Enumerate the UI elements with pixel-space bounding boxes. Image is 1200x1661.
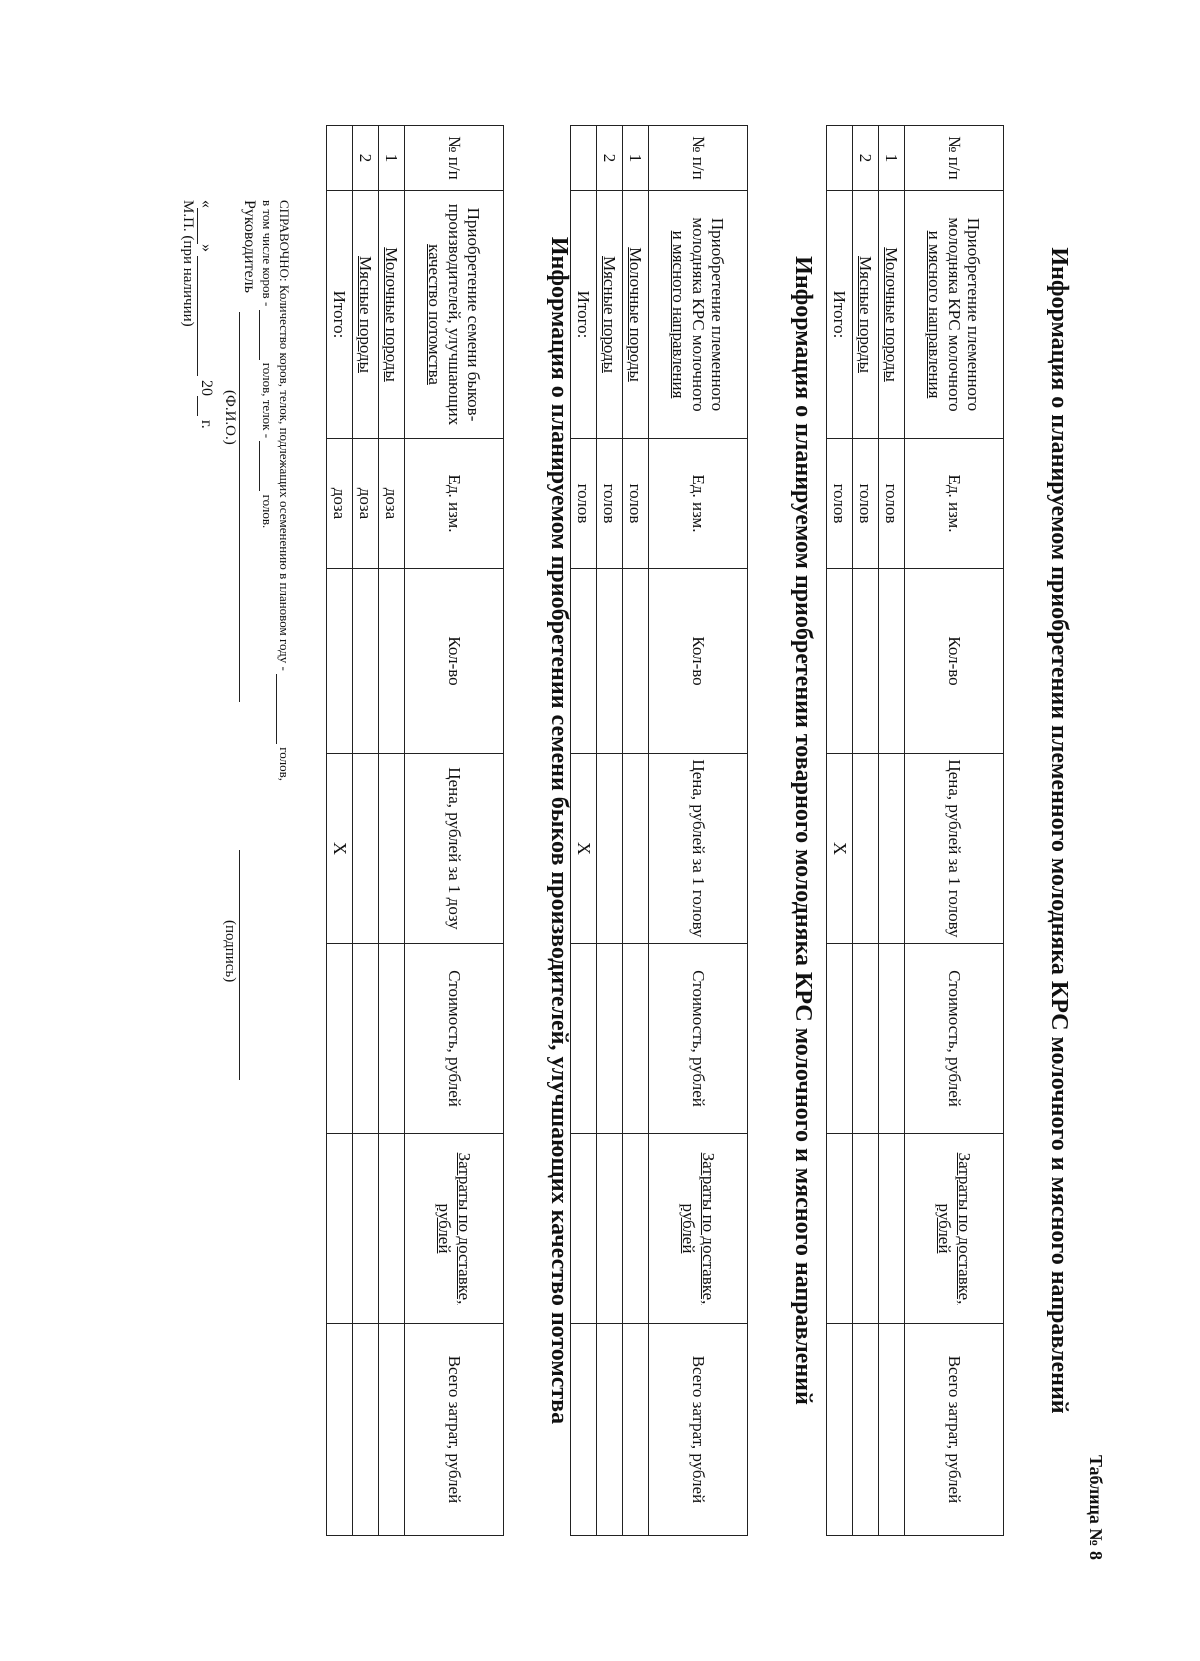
row-qty: [623, 569, 649, 754]
note-text: голов, телок -: [260, 362, 275, 439]
signature-caption: (подпись): [222, 920, 238, 983]
header-desc-line: и мясного направления: [925, 230, 945, 399]
header-price: Цена, рублей за 1 дозу: [405, 754, 504, 944]
blank-line: [259, 310, 273, 360]
row-price: [853, 754, 879, 944]
date-text: »: [198, 244, 215, 252]
blank-line: [197, 208, 214, 244]
row-total: [853, 1324, 879, 1536]
row-unit: голов: [853, 439, 879, 569]
date-text: «: [198, 200, 215, 208]
row-price: X: [827, 754, 853, 944]
header-unit: Ед. изм.: [405, 439, 504, 569]
row-qty: [571, 569, 597, 754]
row-unit: голов: [879, 439, 905, 569]
header-desc-line: производителей, улучшающих: [444, 203, 464, 426]
row-cost: [623, 944, 649, 1134]
row-unit: голов: [597, 439, 623, 569]
row-price: [597, 754, 623, 944]
row-qty: [597, 569, 623, 754]
row-total: [827, 1324, 853, 1536]
row-num: [571, 126, 597, 191]
row-num: 2: [853, 126, 879, 191]
header-qty: Кол-во: [405, 569, 504, 754]
table-header-row: [649, 126, 748, 1536]
note-text: в том числе коров -: [260, 200, 275, 307]
row-unit: доза: [379, 439, 405, 569]
row-cost: [879, 944, 905, 1134]
row-price: [879, 754, 905, 944]
table-row: [379, 126, 405, 1536]
row-total: [571, 1324, 597, 1536]
row-cost: [853, 944, 879, 1134]
section-1-table: [826, 125, 1004, 1536]
header-num: № п/п: [649, 126, 748, 191]
row-delivery: [853, 1134, 879, 1324]
blank-line: [276, 674, 290, 744]
row-unit: голов: [827, 439, 853, 569]
row-price: [623, 754, 649, 944]
row-num: 2: [597, 126, 623, 191]
row-unit: доза: [327, 439, 353, 569]
row-qty: [827, 569, 853, 754]
row-qty: [353, 569, 379, 754]
row-cost: [353, 944, 379, 1134]
date-text: г.: [198, 420, 215, 429]
row-name: Итого:: [571, 191, 597, 439]
date-field: [197, 200, 215, 429]
section-2-title: Информация о планируемом приобретении товарного молодняка КРС молочного и мясного направлений: [790, 256, 816, 1405]
table-row-total: [827, 126, 853, 1536]
blank-line: [259, 441, 273, 491]
header-desc-line: Приобретение племенного: [708, 217, 728, 412]
header-desc-line: и мясного направления: [669, 230, 689, 399]
table-number: Таблица № 8: [1086, 1454, 1106, 1560]
table-row: [353, 126, 379, 1536]
head-label: Руководитель: [241, 200, 258, 293]
header-desc-line: Приобретение племенного: [964, 217, 984, 412]
section-3-table: [326, 125, 504, 1536]
row-name: Итого:: [827, 191, 853, 439]
header-delivery-text: Затраты по доставке, рублей: [435, 1152, 474, 1305]
note-text: голов.: [260, 494, 275, 529]
header-desc-line: качество потомства: [425, 244, 445, 385]
row-delivery: [571, 1134, 597, 1324]
header-cost: Стоимость, рублей: [649, 944, 748, 1134]
signature-line: [239, 850, 258, 1080]
note-text: СПРАВОЧНО: Количество коров, телок, подлежащих осеменению в плановом году -: [277, 200, 292, 671]
table-header-row: [405, 126, 504, 1536]
row-total: [353, 1324, 379, 1536]
header-delivery: [905, 1134, 1004, 1324]
row-qty: [853, 569, 879, 754]
row-name: Молочные породы: [879, 191, 905, 439]
row-price: [379, 754, 405, 944]
table-row-total: [571, 126, 597, 1536]
row-delivery: [353, 1134, 379, 1324]
row-unit: голов: [571, 439, 597, 569]
row-delivery: [379, 1134, 405, 1324]
row-total: [879, 1324, 905, 1536]
header-delivery-text: Затраты по доставке, рублей: [935, 1152, 974, 1305]
row-unit: доза: [353, 439, 379, 569]
date-text: 20: [198, 380, 215, 396]
row-cost: [379, 944, 405, 1134]
header-num: № п/п: [905, 126, 1004, 191]
row-qty: [379, 569, 405, 754]
blank-line: [197, 396, 214, 416]
header-num: № п/п: [405, 126, 504, 191]
blank-line: [197, 256, 214, 376]
row-qty: [327, 569, 353, 754]
section-3-title: Информация о планируемом приобретении семени быков производителей, улучшающих качество потомства: [546, 236, 572, 1425]
fio-line: [239, 312, 258, 702]
table-row: [853, 126, 879, 1536]
row-name: Мясные породы: [597, 191, 623, 439]
row-delivery: [879, 1134, 905, 1324]
row-price: [353, 754, 379, 944]
row-total: [327, 1324, 353, 1536]
header-price: Цена, рублей за 1 голову: [649, 754, 748, 944]
row-num: [327, 126, 353, 191]
header-qty: Кол-во: [905, 569, 1004, 754]
header-desc-line: молодняка КРС молочного: [688, 217, 708, 412]
header-qty: Кол-во: [649, 569, 748, 754]
row-total: [379, 1324, 405, 1536]
row-price: X: [571, 754, 597, 944]
row-name: Молочные породы: [623, 191, 649, 439]
row-cost: [827, 944, 853, 1134]
header-price: Цена, рублей за 1 голову: [905, 754, 1004, 944]
header-desc: [649, 191, 748, 439]
row-cost: [327, 944, 353, 1134]
table-row: [879, 126, 905, 1536]
row-delivery: [827, 1134, 853, 1324]
row-name: Мясные породы: [353, 191, 379, 439]
table-header-row: [905, 126, 1004, 1536]
header-total: Всего затрат, рублей: [405, 1324, 504, 1536]
header-desc-line: Приобретение семени быков-: [464, 207, 484, 422]
header-desc-line: молодняка КРС молочного: [944, 217, 964, 412]
header-cost: Стоимость, рублей: [905, 944, 1004, 1134]
row-num: 1: [379, 126, 405, 191]
header-delivery-text: Затраты по доставке, рублей: [679, 1152, 718, 1305]
row-num: 1: [879, 126, 905, 191]
row-qty: [879, 569, 905, 754]
header-delivery: [649, 1134, 748, 1324]
table-row: [623, 126, 649, 1536]
header-desc: [405, 191, 504, 439]
row-delivery: [597, 1134, 623, 1324]
header-delivery: [405, 1134, 504, 1324]
row-total: [623, 1324, 649, 1536]
table-row-total: [327, 126, 353, 1536]
header-desc: [905, 191, 1004, 439]
row-unit: голов: [623, 439, 649, 569]
header-unit: Ед. изм.: [905, 439, 1004, 569]
note-text: голов,: [277, 747, 292, 781]
row-cost: [597, 944, 623, 1134]
header-total: Всего затрат, рублей: [649, 1324, 748, 1536]
row-name: Молочные породы: [379, 191, 405, 439]
section-2-table: [570, 125, 748, 1536]
reference-note-line2: [259, 200, 275, 528]
row-num: [827, 126, 853, 191]
section-1-title: Информация о планируемом приобретении племенного молодняка КРС молочного и мясного направлений: [1046, 247, 1072, 1414]
row-delivery: [623, 1134, 649, 1324]
row-num: 1: [623, 126, 649, 191]
row-cost: [571, 944, 597, 1134]
header-unit: Ед. изм.: [649, 439, 748, 569]
row-num: 2: [353, 126, 379, 191]
reference-note-line1: [276, 200, 292, 781]
header-cost: Стоимость, рублей: [405, 944, 504, 1134]
table-row: [597, 126, 623, 1536]
row-name: Итого:: [327, 191, 353, 439]
row-delivery: [327, 1134, 353, 1324]
row-price: X: [327, 754, 353, 944]
stamp-label: М.П. (при наличии): [180, 200, 196, 327]
row-total: [597, 1324, 623, 1536]
header-total: Всего затрат, рублей: [905, 1324, 1004, 1536]
fio-caption: (Ф.И.О.): [222, 390, 238, 445]
row-name: Мясные породы: [853, 191, 879, 439]
